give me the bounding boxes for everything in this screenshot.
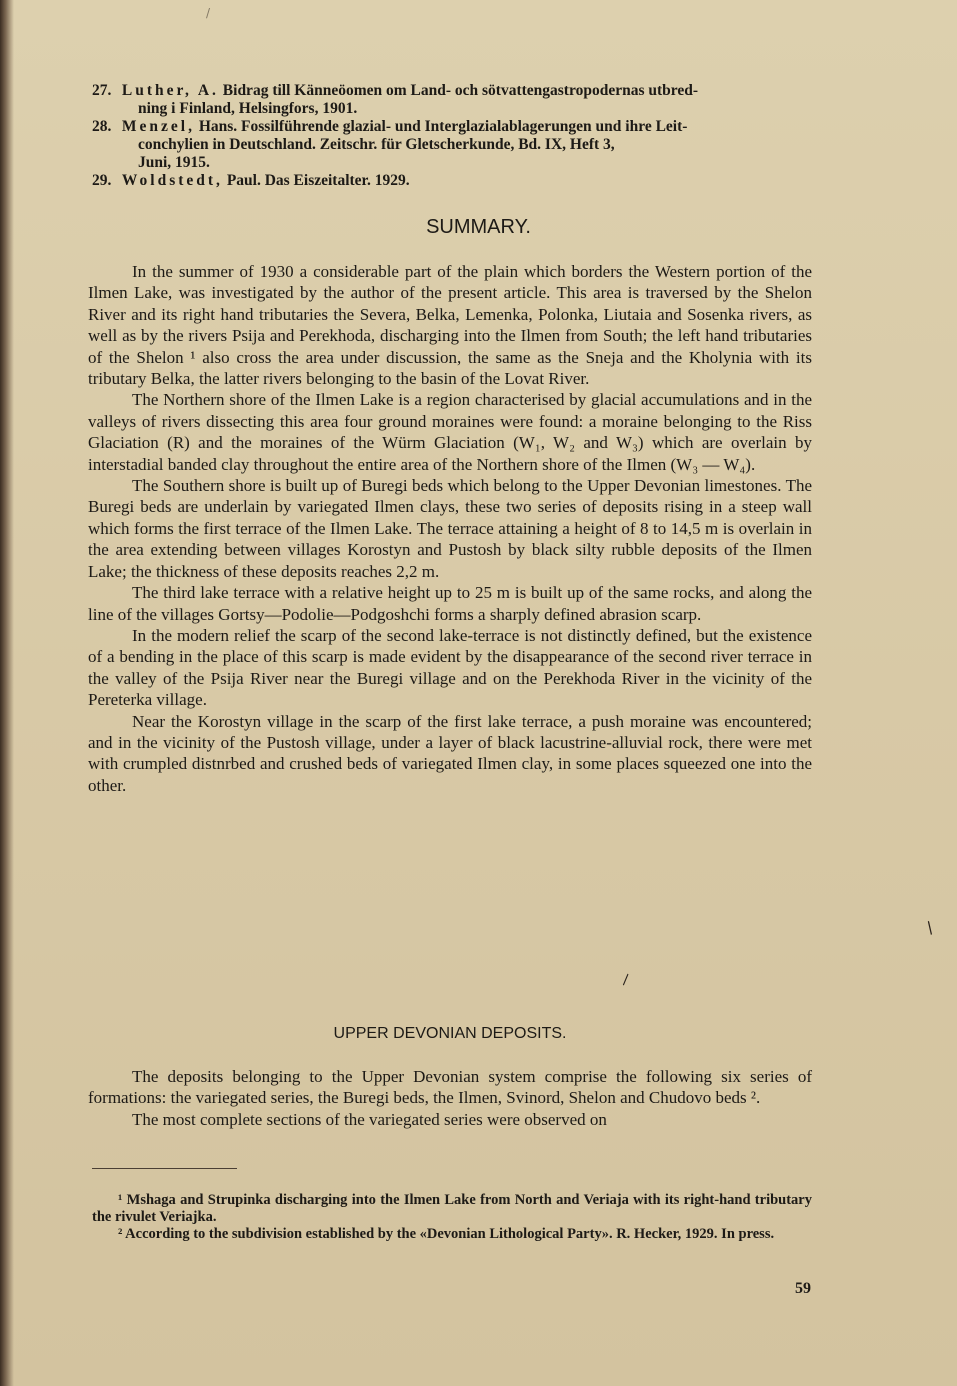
devonian-heading: UPPER DEVONIAN DEPOSITS. bbox=[333, 1025, 567, 1042]
summary-paragraph: In the summer of 1930 a considerable part of the plain which borders the Western portion of the Ilmen Lake, was investigated by the author of the present article. This area is traversed by the Shelon River and its right hand tributaries the Severa, Belka, Lemenka, Polonka, Liutaia and Sosenka rivers, as well as by the rivers Psija and Perekhoda, discharging into the Ilmen from South; the left hand tributaries of the Shelon ¹ also cross the area under discussion, the same as the Sneja and the Kholynia with its tributary Belka, the latter rivers belonging to the basin of the Lovat River. bbox=[88, 262, 812, 389]
reference-text: Hans. Fossilführende glazial- und Interglazialablagerungen und ihre Leit- bbox=[198, 118, 688, 135]
reference-text-continued: Juni, 1915. bbox=[138, 154, 210, 171]
summary-paragraph: The third lake terrace with a relative height up to 25 m is built up of the same rocks, and along the line of the villages Gortsy—Podolie—Podgoshchi forms a sharply defined abrasion scarp. bbox=[88, 583, 812, 624]
reference-author: Luther, A. bbox=[121, 82, 219, 99]
reference-list bbox=[92, 82, 818, 190]
page-number: 59 bbox=[795, 1280, 811, 1297]
reference-text: Paul. Das Eiszeitalter. 1929. bbox=[226, 172, 410, 189]
footnote: ² According to the subdivision established by the «Devonian Lithological Party». R. Hecker, 1929. In press. bbox=[118, 1226, 775, 1242]
summary-paragraph: In the modern relief the scarp of the second lake-terrace is not distinctly defined, but the existence of a bending in the place of this scarp is made evident by the disappearance of the second river terrace in the valley of the Psija River near the Buregi village and on the Perekhoda River in the vicinity of the Pereterka village. bbox=[88, 625, 812, 710]
ink-speck: / bbox=[206, 6, 211, 20]
reference-author: Menzel, bbox=[121, 118, 195, 135]
binding-edge-shadow bbox=[0, 0, 14, 1386]
devonian-paragraph: The most complete sections of the variegated series were observed on bbox=[132, 1109, 607, 1129]
reference-number: 27. bbox=[92, 82, 112, 99]
reference-number: 28. bbox=[92, 118, 112, 135]
summary-paragraph: The Northern shore of the Ilmen Lake is a region characterised by glacial accumulations and in the valleys of rivers dissecting this area four ground moraines were found: a moraine belonging to the Riss Glaciation (R) and the moraines of the Würm Glaciation (W₁, W₂ and W₃) which are overlain by interstadial banded clay throughout the entire area of the Northern shore of the Ilmen (W₃ — W₄). bbox=[88, 390, 812, 474]
devonian-body bbox=[88, 1066, 812, 1130]
reference-text-continued: conchylien in Deutschland. Zeitschr. für Gletscherkunde, Bd. IX, Heft 3, bbox=[138, 136, 615, 153]
ink-speck: \ bbox=[618, 972, 633, 988]
reference-text: Bidrag till Känneöomen om Land- och sötvattengastropodernas utbred- bbox=[222, 82, 699, 99]
reference-number: 29. bbox=[92, 172, 112, 189]
footnote: ¹ Mshaga and Strupinka discharging into the Ilmen Lake from North and Veriaja with its right-hand tributary the rivulet Veriajka. bbox=[92, 1192, 812, 1225]
summary-paragraph: The Southern shore is built up of Buregi beds which belong to the Upper Devonian limestones. The Buregi beds are underlain by variegated Ilmen clays, these two series of deposits rising in a steep wall which forms the first terrace of the Ilmen Lake. The terrace attaining a height of 8 to 14,5 m is overlain in the area extending between villages Korostyn and Pustosh by black silty rubble deposits of the Ilmen Lake; the thickness of these deposits reaches 2,2 m. bbox=[88, 476, 812, 581]
ink-speck: / bbox=[922, 917, 937, 938]
summary-body bbox=[88, 261, 812, 796]
reference-author: Woldstedt, bbox=[121, 172, 223, 189]
summary-paragraph: Near the Korostyn village in the scarp of the first lake terrace, a push moraine was encountered; and in the vicinity of the Pustosh village, under a layer of black lacustrine-alluvial rock, there were met with crumpled distnrbed and crushed beds of variegated Ilmen clay, in some places squeezed one into the other. bbox=[88, 711, 812, 795]
footnote-divider bbox=[92, 1168, 237, 1169]
footnotes bbox=[92, 1192, 812, 1243]
devonian-paragraph: The deposits belonging to the Upper Devonian system comprise the following six series of formations: the variegated series, the Buregi beds, the Ilmen, Svinord, Shelon and Chudovo beds ². bbox=[88, 1067, 812, 1108]
reference-text-continued: ning i Finland, Helsingfors, 1901. bbox=[138, 100, 358, 117]
reference-item bbox=[92, 118, 818, 172]
summary-heading: SUMMARY. bbox=[426, 216, 531, 238]
reference-item bbox=[92, 172, 818, 190]
reference-item bbox=[92, 82, 818, 118]
